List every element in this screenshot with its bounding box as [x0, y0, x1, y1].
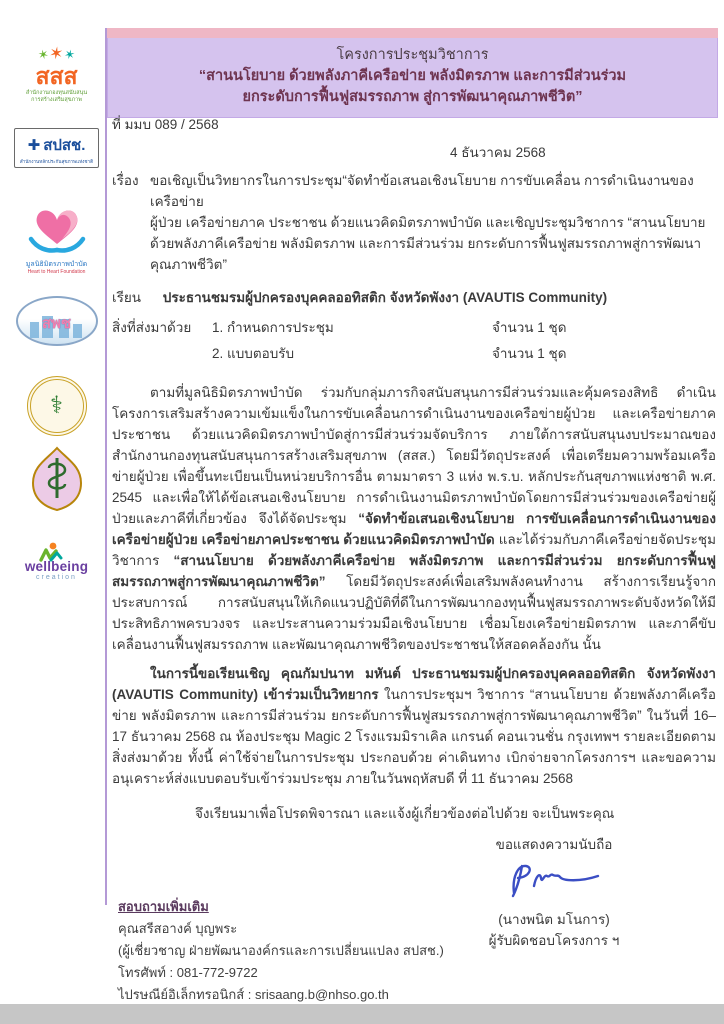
heart-to-heart-logo — [8, 198, 105, 276]
nhso-cross-icon: ✚ — [27, 136, 41, 154]
logo-sidebar — [8, 40, 105, 640]
addressee-name: ประธานชมรมผู้ปกครองบุคคลออทิสติก จังหวัดพังงา (AVAUTIS Community) — [162, 290, 608, 305]
attachment-row — [112, 317, 716, 338]
contact-phone: โทรศัพท์ : 081-772-9722 — [118, 965, 258, 980]
thaihealth-logo — [8, 43, 105, 104]
subject-text: ขอเชิญเป็นวิทยากรในการประชุม“จัดทำข้อเสนอเชิงนโยบาย การขับเคลื่อน การดำเนินงานของเครือข่าย ผู้ป่วย เครือข่ายภาค ประชาชน ด้วยแนวคิดมิตรภาพบำบัด และเชิญประชุมวิชาการ “สานนโยบาย ด้วยพลังภาคีเครือข่าย พลังมิตรภาพ และการมีส่วนร่วม ยกระดับการฟื้นฟูสมรรถภาพสู่การพัฒนาคุณภาพชีวิต” — [150, 173, 706, 272]
caduceus-icon: ⚕ — [50, 392, 63, 419]
heart-to-heart-subtext: Heart to Heart Foundation — [27, 269, 86, 275]
letter-date: 4 ธันวาคม 2568 — [450, 145, 546, 160]
contact-name: คุณสรีสอางค์ บุญพระ — [118, 921, 238, 936]
attachment-quantity: จำนวน 1 ชุด — [492, 320, 567, 335]
pink-strip — [107, 28, 718, 38]
nhso-logo — [8, 128, 105, 168]
gold-seal-logo — [8, 376, 105, 436]
banner-box — [107, 38, 718, 118]
closing-line: จึงเรียนมาเพื่อโปรดพิจารณา และแจ้งผู้เกี่ยวข้องต่อไปด้วย จะเป็นพระคุณ — [195, 806, 615, 821]
attachment-name: 1. กำหนดการประชุม — [212, 320, 334, 335]
attachments-block — [112, 317, 716, 364]
subject-block — [112, 170, 716, 275]
addressee-label: เรียน — [112, 290, 142, 305]
salutation: ขอแสดงความนับถือ — [495, 837, 613, 852]
contact-footer — [118, 896, 444, 1006]
attachments-label: สิ่งที่ส่งมาด้วย — [112, 320, 192, 335]
signature-image — [434, 857, 674, 909]
moph-emblem-logo — [8, 446, 105, 512]
signatory-name: (นางพนิต มโนการ) — [498, 912, 610, 927]
heart-hands-icon — [24, 198, 90, 254]
banner-title-line1: “สานนโยบาย ด้วยพลังภาคีเครือข่าย พลังมิตรภาพ และการมีส่วนร่วม — [198, 68, 627, 84]
banner-project-line: โครงการประชุมวิชาการ — [336, 47, 489, 63]
attachment-row — [112, 343, 716, 364]
wellbeing-person-icon — [8, 542, 105, 560]
signature-block — [434, 834, 674, 951]
attachment-name: 2. แบบตอบรับ — [212, 346, 295, 361]
nhso-subtext: สำนักงานหลักประกันสุขภาพแห่งชาติ — [19, 159, 94, 164]
body-paragraph-1: ตามที่มูลนิธิมิตรภาพบำบัด ร่วมกับกลุ่มภารกิจสนับสนุนการมีส่วนร่วมและคุ้มครองสิทธิ ดำเนินโครงการเสริมสร้างความเข้มแข็งในการขับเคลื่อนการดำเนินงานของเครือข่ายผู้ป่วย และเครือข่ายภาคประชาชน ด้วยแนวคิดมิตรภาพบำบัดสู่การมีส่วนร่วมจัดบริการ ภายใต้การสนับสนุนงบประมาณของสำนักงานกองทุนสนับสนุนการสร้างเสริมสุขภาพ (สสส.) โดยมีวัตถุประสงค์ เพื่อเตรียมความพร้อมเครือข่ายผู้ป่วย เพื่อขึ้นทะเบียนเป็นหน่วยบริการอื่น ตามมาตรา 3 แห่ง พ.ร.บ. หลักประกันสุขภาพแห่งชาติ พ.ศ. 2545 และเพื่อให้ได้ข้อเสนอเชิงนโยบาย การดำเนินงานมิตรภาพบำบัดโดยการมีส่วนร่วมของเครือข่ายผู้ป่วยและภาคีที่เกี่ยวข้อง จึงได้จัดประชุม “จัดทำข้อเสนอเชิงนโยบาย การขับเคลื่อนการดำเนินงานของเครือข่ายผู้ป่วย เครือข่ายภาคประชาชน ด้วยแนวคิดมิตรภาพบำบัด และได้ร่วมกับภาคีเครือข่ายจัดประชุมวิชาการ “สานนโยบาย ด้วยพลังภาคีเครือข่าย พลังมิตรภาพ และการมีส่วนร่วม ยกระดับการฟื้นฟูสมรรถภาพสู่การพัฒนาคุณภาพชีวิต” โดยมีวัตถุประสงค์เพื่อเสริมพลังคนทำงาน สร้างการเรียนรู้จากประสบการณ์ การสนับสนุนให้เกิดแนวปฏิบัติที่ดีในการพัฒนากองทุนฟื้นฟูสมรรถภาพระดับจังหวัดให้มีประสิทธิภาพครบวงจร และประสานความร่วมมือเชิงนโยบาย เชื่อมโยงเครือข่ายมิตรภาพ และภาคีขับเคลื่อนงานฟื้นฟูสมรรถภาพ และพัฒนาคุณภาพชีวิตของประชาชนให้สอดคล้องกัน นั้น — [112, 385, 716, 652]
signatory-title: ผู้รับผิดชอบโครงการ ฯ — [488, 933, 620, 948]
contact-header: สอบถามเพิ่มเติม — [118, 899, 209, 914]
thaihealth-subtext: สำนักงานกองทุนสนับสนุน การสร้างเสริมสุขภาพ — [25, 90, 88, 103]
nhso-wordmark: สปสช. — [43, 137, 86, 154]
sphch-logo — [8, 296, 105, 346]
banner-title-line2: ยกระดับการฟื้นฟูสมรรถภาพ สู่การพัฒนาคุณภาพชีวิต” — [242, 89, 583, 105]
wellbeing-logo — [8, 542, 105, 582]
thaihealth-wordmark: สสส — [35, 63, 78, 89]
thaihealth-stars-icon: ✶✶✶ — [36, 43, 77, 64]
sphch-oval-icon — [16, 296, 98, 346]
contact-email: ไปรษณีย์อิเล็กทรอนิกส์ : srisaang.b@nhso.go.th — [118, 987, 389, 1002]
sphch-wordmark: สพช — [41, 315, 72, 332]
contact-title: (ผู้เชี่ยวชาญ ฝ่ายพัฒนาองค์กรและการเปลี่ยนแปลง สปสช.) — [118, 943, 444, 958]
body-paragraph-2: ในการนี้ขอเรียนเชิญ คุณกัมปนาท มหันต์ ประธานชมรมผู้ปกครองบุคคลออทิสติก จังหวัดพังงา (AVAUTIS Community) เข้าร่วมเป็นวิทยากร ในการประชุมฯ วิชาการ “สานนโยบาย ด้วยพลังภาคีเครือข่าย พลังมิตรภาพ และการมีส่วนร่วม ยกระดับการฟื้นฟูสมรรถภาพสู่การพัฒนาคุณภาพชีวิต” ในวันที่ 16–17 ธันวาคม 2568 ณ ห้องประชุม Magic 2 โรงแรมมิราเคิล แกรนด์ คอนเวนชั่น กรุงเทพฯ รายละเอียดตามสิ่งส่งมาด้วย ทั้งนี้ ค่าใช้จ่ายในการประชุม ประกอบด้วย ค่าเดินทาง เบิกจ่ายจากโครงการฯ และขอความอนุเคราะห์ส่งแบบตอบรับเข้าร่วมประชุม ภายในวันพฤหัสบดี ที่ 11 ธันวาคม 2568 — [112, 666, 716, 786]
nhso-box — [14, 128, 99, 168]
gold-seal-icon — [27, 376, 87, 436]
reference-number: ที่ มมบ 089 / 2568 — [112, 117, 219, 132]
moph-emblem-icon — [29, 446, 85, 512]
letter-body — [112, 110, 716, 951]
attachment-quantity: จำนวน 1 ชุด — [492, 346, 567, 361]
bottom-gray-bar — [0, 1004, 724, 1024]
addressee-row — [112, 287, 716, 308]
subject-label: เรื่อง — [112, 173, 139, 188]
heart-to-heart-name: มูลนิธิมิตรภาพบำบัด — [25, 261, 88, 268]
wellbeing-subtext: creation — [36, 574, 77, 581]
letter-left-border — [105, 28, 107, 905]
header-banner — [107, 28, 718, 118]
wellbeing-wordmark: wellbeing — [24, 559, 89, 574]
